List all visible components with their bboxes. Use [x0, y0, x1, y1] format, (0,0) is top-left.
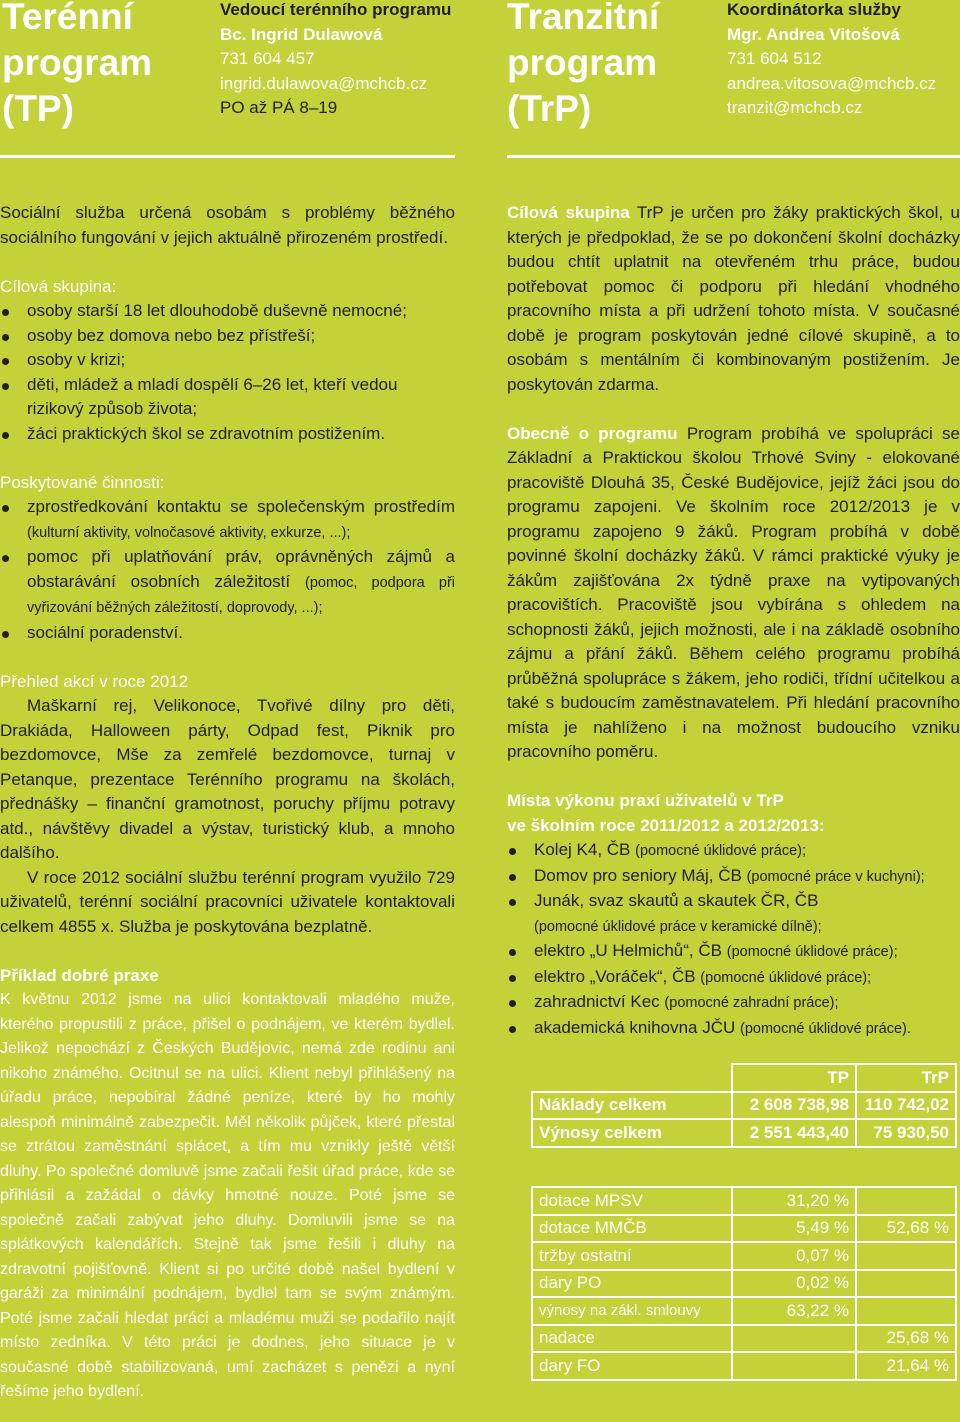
trp-body: [507, 201, 960, 1041]
trp-target: Cílová skupina TrP je určen pro žáky praktických škol, u kterých je předpoklad, že se po dokončení školní docházky budou chtít uplatnit na otevřeném trhu práce, budou potřebovat pomoc či podporu při hledání vhodného pracovního místa a při udržení tohoto místa. V současné době je program poskytován jedné cílové skupině, a to osobám s mentálním či kombinovaným postižením. Je poskytován zdarma.: [507, 203, 960, 394]
table-cell: [532, 1064, 732, 1092]
table-row: nadace 25,68 %: [532, 1325, 956, 1353]
tp-contact-email[interactable]: ingrid.dulawova@mchcb.cz: [220, 73, 428, 93]
tp-services-heading: Poskytované činnosti:: [0, 472, 165, 492]
table-header-tp: TP: [732, 1064, 856, 1092]
tp-events-text: Maškarní rej, Velikonoce, Tvořivé dílny pro děti, Drakiáda, Halloween párty, Odpad fest, Piknik pro bezdomovce, Mše za zemřelé bezdomovce, turnaj v Petanque, prezentace Terénního programu na školách, přednášky – finanční gramotnost, poruchy příjmu potravy atd., návštěvy divadel a výstav, turistický klub, a mnoho dalšího.: [0, 696, 455, 862]
trp-contact: [727, 0, 960, 121]
table-header-trp: TrP: [856, 1064, 956, 1092]
list-item: osoby v krizi;: [0, 348, 455, 373]
finance-totals-table: [531, 1063, 957, 1148]
tp-contact-phone[interactable]: 731 604 457: [220, 49, 315, 68]
trp-header-rule: [507, 155, 960, 158]
tp-events-heading: Přehled akcí v roce 2012: [0, 671, 189, 691]
table-row: výnosy na zákl. smlouvy 63,22 %: [532, 1297, 956, 1325]
trp-about-heading: Obecně o programu: [507, 423, 678, 443]
trp-target-heading: Cílová skupina: [507, 203, 630, 222]
finance-sources-table: [531, 1186, 957, 1381]
table-row: Náklady celkem 2 608 738,98 110 742,02: [532, 1092, 956, 1120]
list-item: Kolej K4, ČB (pomocné úklidové práce);: [507, 838, 960, 864]
list-item: děti, mládež a mladí dospělí 6–26 let, kteří vedou rizikový způsob života;: [0, 373, 455, 422]
trp-column: [507, 0, 960, 1041]
trp-contact-email2[interactable]: tranzit@mchcb.cz: [727, 98, 863, 117]
trp-contact-heading: Koordinátorka služby: [727, 0, 901, 19]
table-row: dotace MPSV 31,20 %: [532, 1187, 956, 1215]
tp-body: [0, 201, 455, 1405]
list-item: osoby bez domova nebo bez přístřeší;: [0, 324, 455, 349]
list-item: sociální poradenství.: [0, 621, 455, 646]
list-item: akademická knihovna JČU (pomocné úklidové práce).: [507, 1016, 960, 1042]
tp-example-text: K květnu 2012 jsme na ulici kontaktovali mladého muže, kterého propustili z práce, přišel o podnájem, ve kterém bydlel. Jelikož nepochází z Českých Budějovic, nemá zde rodinu ani nikoho známého. Ocitnul se na ulici. Klient nebyl přihlášený na úřadu práce, nepobíral žádné peníze, které by ho mohly alespoň minimálně zabezpečit. Měl několik půjček, které přestal se ztrátou zaměstnání splácet, a tím mu vznikly ještě větší dluhy. Po společné domluvě jsme začali řešit úřad práce, kde se přihlásil a zažádal o dávky hmotné nouze. Poté jsme se společně začali zabývat jeho dluhy. Domluvili jsme se na splátkových kalendářích. Stejně tak jsme řešili i dluhy na zdravotní pojišťovně. Klient si po určité době našel bydlení v garáži za minimální podnájem, bydlel tam se svým známým. Poté jsme začali hledat práci a mladému muži se podařilo najít místo zedníka. V této práci je dodnes, jeho situace je v současné době stabilizovaná, umí zacházet s penězi a nyní řešíme jeho bydlení.: [0, 991, 455, 1400]
table-row: dary FO 21,64 %: [532, 1352, 956, 1380]
trp-places-list: [507, 838, 960, 1041]
tp-column: [0, 0, 455, 1405]
trp-about: Obecně o programu Program probíhá ve spolupráci se Základní a Praktickou školou Trhové Sviny - elokované pracoviště Dlouhá 35, České Budějovice, jejíž žáci jsou do programu zapojeni. Ve školním roce 2012/2013 je v programu zapojeno 9 žáků. Program probíhá v době povinné školní docházky žáků. V rámci praktické výuky je žákům zajišťována 2x týdně praxe na vytipovaných pracovištích. Pracoviště jsou vybírána s ohledem na schopnosti žáků, jejich možnosti, ale i na základě osobního zájmu a přání žáků. Během celého programu probíhá průběžná spolupráce s žákem, jeho rodiči, třídní učitelkou a také s budoucím zaměstnavatelem. Při hledání pracovního místa je nahlíženo i na možnost budoucího vzniku pracovního poměru.: [507, 423, 960, 761]
table-row: tržby ostatní 0,07 %: [532, 1242, 956, 1270]
tp-contact: [220, 0, 455, 121]
list-item: elektro „U Helmichů“, ČB (pomocné úklidové práce);: [507, 939, 960, 965]
trp-places-heading: Místa výkonu praxí uživatelů v TrP ve školním roce 2011/2012 a 2012/2013:: [507, 791, 825, 835]
trp-title: Tranzitní program (TrP): [507, 0, 660, 129]
trp-contact-email[interactable]: andrea.vitosova@mchcb.cz: [727, 73, 937, 93]
tp-contact-name: Bc. Ingrid Dulawová: [220, 24, 383, 44]
trp-header: [507, 0, 960, 160]
table-row: dotace MMČB 5,49 % 52,68 %: [532, 1215, 956, 1243]
tp-header: [0, 0, 455, 160]
list-item: Junák, svaz skautů a skautek ČR, ČB (pomocné úklidové práce v keramické dílně);: [507, 889, 960, 939]
tp-target-list: [0, 299, 455, 446]
tp-intro: Sociální služba určená osobám s problémy běžného sociálního fungování v jejich aktuálně přirozeném prostředí.: [0, 203, 455, 247]
tp-services-list: [0, 495, 455, 645]
tp-header-rule: [0, 155, 455, 158]
list-item: elektro „Voráček“, ČB (pomocné úklidové práce);: [507, 965, 960, 991]
list-item: Domov pro seniory Máj, ČB (pomocné práce v kuchyni);: [507, 864, 960, 890]
list-item: zahradnictví Kec (pomocné zahradní práce);: [507, 990, 960, 1016]
tp-events-stats: V roce 2012 sociální službu terénní program využilo 729 uživatelů, terénní sociální pracovníci uživatele kontaktovali celkem 4855 x. Služba je poskytována bezplatně.: [0, 867, 455, 936]
list-item: pomoc při uplatňování práv, oprávněných zájmů a obstarávání osobních záležitostí (pomoc, podpora při vyřizování běžných záležitostí, doprovody, ...);: [0, 545, 455, 621]
tp-contact-heading: Vedoucí terénního programu: [220, 0, 452, 19]
table-header-row: [532, 1064, 956, 1092]
trp-contact-phone[interactable]: 731 604 512: [727, 49, 822, 68]
trp-contact-name: Mgr. Andrea Vitošová: [727, 24, 900, 44]
table-row: dary PO 0,02 %: [532, 1270, 956, 1298]
table-row: Výnosy celkem 2 551 443,40 75 930,50: [532, 1119, 956, 1147]
tp-target-heading: Cílová skupina:: [0, 276, 117, 296]
tp-example-heading: Příklad dobré praxe: [0, 965, 159, 985]
list-item: zprostředkování kontaktu se společenským prostředím (kulturní aktivity, volnočasové aktivity, exkurze, ...);: [0, 495, 455, 545]
tp-title: Terénní program (TP): [2, 0, 153, 129]
list-item: žáci praktických škol se zdravotním postižením.: [0, 422, 455, 447]
tp-contact-hours: PO až PÁ 8–19: [220, 98, 338, 117]
list-item: osoby starší 18 let dlouhodobě duševně nemocné;: [0, 299, 455, 324]
